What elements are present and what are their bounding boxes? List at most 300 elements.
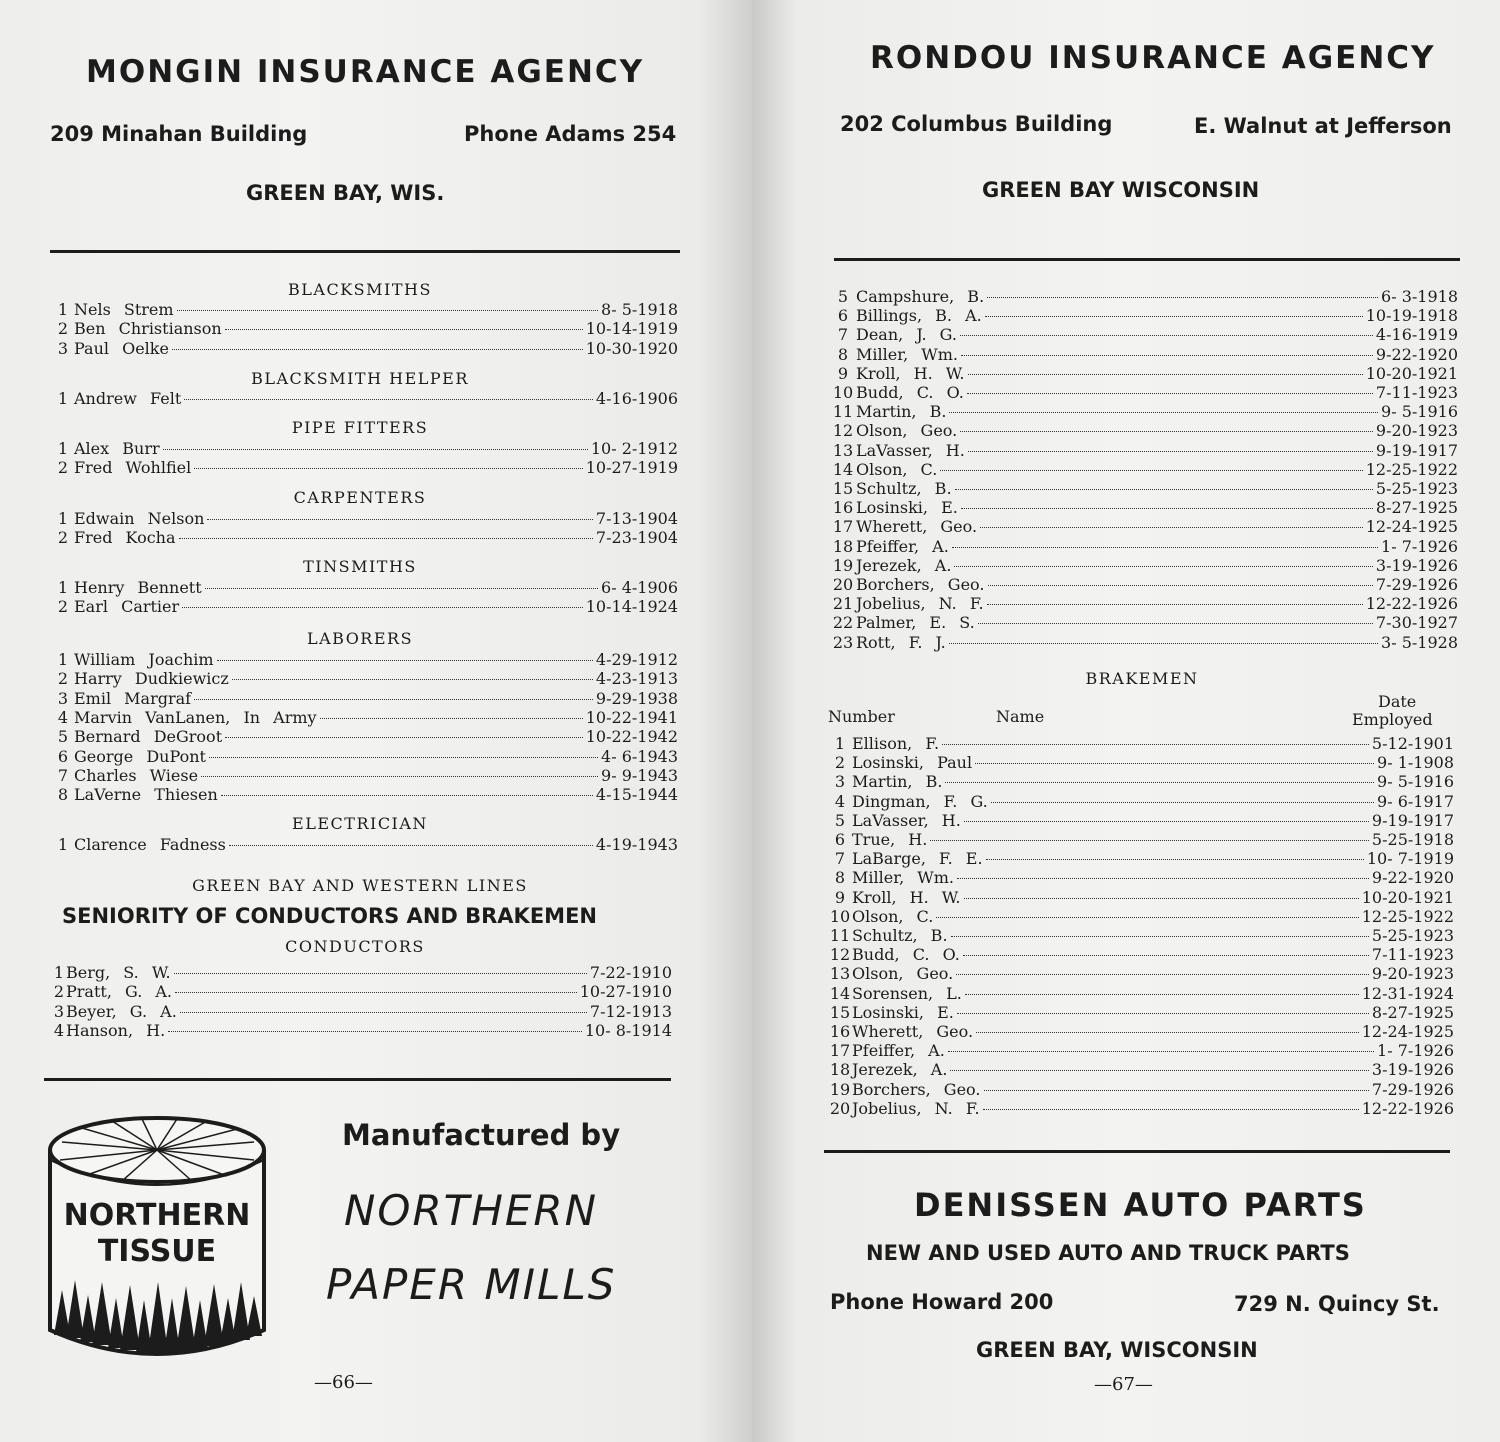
list-item <box>52 319 678 339</box>
entry-date: 7-11-1923 <box>1371 945 1454 965</box>
entry-number: 15 <box>832 479 854 498</box>
entry-number: 8 <box>837 344 849 364</box>
dot-leader <box>320 718 583 719</box>
entry-name: Rott, F. J. <box>856 632 946 652</box>
entry-number: 5 <box>57 727 69 747</box>
rondou-address: 202 Columbus Building <box>840 112 1113 136</box>
col-header-date: Date <box>1378 692 1417 711</box>
entry-name: Olson, C. <box>856 459 938 479</box>
tissue-brand-line2: TISSUE <box>97 1234 217 1269</box>
entry-name: Olson, Geo. <box>856 421 958 441</box>
entry-number: 6 <box>57 746 69 766</box>
rondou-location: E. Walnut at Jefferson <box>1194 114 1452 138</box>
dot-leader <box>217 660 593 661</box>
list-item <box>52 650 678 670</box>
mongin-address: 209 Minahan Building <box>50 122 308 146</box>
col-header-number: Number <box>828 707 895 726</box>
entry-number: 2 <box>834 753 846 773</box>
entry-date: 9- 6-1917 <box>1377 791 1454 811</box>
entry-name: Jobelius, N. F. <box>852 1098 980 1118</box>
list-item <box>52 747 678 767</box>
dot-leader <box>940 470 1362 471</box>
entry-name: Earl Cartier <box>74 597 180 617</box>
entry-date: 12-24-1925 <box>1365 517 1458 537</box>
dot-leader <box>967 393 1373 394</box>
entry-number: 7 <box>57 765 69 785</box>
dot-leader <box>955 489 1373 490</box>
dot-leader <box>957 1013 1369 1014</box>
entry-name: LaVasser, H. <box>852 810 961 830</box>
denissen-tagline: NEW AND USED AUTO AND TRUCK PARTS <box>866 1241 1350 1265</box>
dot-leader <box>960 335 1373 336</box>
entry-date: 8-27-1925 <box>1375 498 1458 518</box>
entry-name: Ben Christianson <box>74 319 222 339</box>
entry-date: 9-22-1920 <box>1375 344 1458 364</box>
mongin-phone: Phone Adams 254 <box>464 122 677 146</box>
entry-name: Ellison, F. <box>852 734 940 753</box>
dot-leader <box>174 973 587 974</box>
dot-leader <box>978 623 1373 624</box>
list-item <box>828 849 1454 869</box>
entry-name: Campshure, B. <box>856 287 985 306</box>
entry-date: 4-29-1912 <box>595 650 678 669</box>
dot-leader <box>980 527 1363 528</box>
entry-date: 10-22-1942 <box>585 727 678 747</box>
page-67 <box>752 0 1500 1442</box>
entry-number: 9 <box>834 887 846 907</box>
entry-name: Borchers, Geo. <box>852 1079 981 1099</box>
entry-name: Kroll, H. W. <box>852 887 961 907</box>
brakemen-heading: BRAKEMEN <box>1085 669 1199 688</box>
entry-name: Wherett, Geo. <box>856 517 978 537</box>
entry-number: 19 <box>829 1079 851 1099</box>
top-rule <box>50 250 680 253</box>
entry-name: Fred Wohlfiel <box>74 458 192 478</box>
dot-leader <box>961 355 1373 356</box>
entry-name: Schultz, B. <box>852 926 948 945</box>
list-item <box>830 594 1458 614</box>
entry-date: 10-20-1921 <box>1365 363 1458 383</box>
entry-date: 4-23-1913 <box>595 669 678 689</box>
tissue-brand-label <box>57 1198 257 1270</box>
dot-leader <box>956 974 1369 975</box>
list-item <box>52 389 678 409</box>
tissue-brand-line1: NORTHERN <box>63 1198 251 1233</box>
entry-name: Miller, Wm. <box>852 868 954 888</box>
list-item <box>828 1060 1454 1080</box>
entry-number: 6 <box>837 306 849 326</box>
list-item <box>828 811 1454 831</box>
entry-date: 7-30-1927 <box>1375 613 1458 633</box>
entry-number: 6 <box>834 830 846 849</box>
list-item <box>828 888 1454 908</box>
list-item <box>52 509 678 529</box>
list-item <box>828 1099 1454 1119</box>
section-heading: TINSMITHS <box>303 557 417 576</box>
dot-leader <box>965 994 1359 995</box>
entry-name: Dean, J. G. <box>856 325 957 345</box>
entry-number: 8 <box>834 868 846 888</box>
list-item <box>830 460 1458 480</box>
entry-name: Emil Margraf <box>74 688 192 708</box>
entry-number: 16 <box>832 498 854 518</box>
list-item <box>828 1080 1454 1100</box>
list-item <box>52 528 678 548</box>
entry-number: 21 <box>832 594 854 614</box>
dot-leader <box>954 566 1373 567</box>
entry-number: 3 <box>53 1001 65 1021</box>
list-item <box>52 597 678 617</box>
entry-number: 2 <box>57 669 69 689</box>
entry-number: 2 <box>57 597 69 617</box>
dot-leader <box>952 547 1378 548</box>
entry-name: William Joachim <box>74 650 214 669</box>
entry-name: Losinski, Paul <box>852 753 973 773</box>
list-item <box>828 964 1454 984</box>
entry-name: Clarence Fadness <box>74 835 226 854</box>
dot-leader <box>983 1109 1359 1110</box>
list-item <box>52 963 672 983</box>
dot-leader <box>987 297 1378 298</box>
entry-date: 7-11-1923 <box>1375 383 1458 402</box>
entry-name: Olson, Geo. <box>852 964 954 984</box>
entry-name: Bernard DeGroot <box>74 727 223 747</box>
dot-leader <box>949 643 1378 644</box>
list-item <box>830 537 1458 557</box>
entry-name: Sorensen, L. <box>852 983 962 1003</box>
dot-leader <box>163 449 588 450</box>
company-line2: PAPER MILLS <box>326 1260 617 1309</box>
list-item <box>52 300 678 320</box>
entry-name: Pfeiffer, A. <box>852 1041 945 1061</box>
dot-leader <box>182 607 583 608</box>
entry-date: 10- 7-1919 <box>1366 849 1454 869</box>
entry-number: 4 <box>834 791 846 811</box>
entry-name: Losinski, E. <box>852 1002 954 1022</box>
ad-rule <box>44 1078 671 1081</box>
list-item <box>828 772 1454 792</box>
dot-leader <box>229 845 593 846</box>
entry-date: 3- 5-1928 <box>1381 632 1458 652</box>
list-item <box>830 421 1458 441</box>
entry-name: Pratt, G. A. <box>66 982 173 1002</box>
section-heading: BLACKSMITH HELPER <box>251 369 469 388</box>
entry-date: 6- 4-1906 <box>601 578 678 597</box>
list-item <box>828 1022 1454 1042</box>
list-item <box>52 1002 672 1022</box>
dot-leader <box>964 898 1359 899</box>
entry-date: 7-22-1910 <box>589 963 672 982</box>
entry-date: 9- 5-1916 <box>1377 772 1454 792</box>
list-item <box>828 830 1454 850</box>
dot-leader <box>179 538 593 539</box>
entry-date: 10- 2-1912 <box>590 439 678 458</box>
entry-name: Billings, B. A. <box>856 306 982 326</box>
section-heading: ELECTRICIAN <box>292 814 428 833</box>
entry-number: 14 <box>829 983 851 1003</box>
denissen-city: GREEN BAY, WISCONSIN <box>976 1338 1258 1362</box>
entry-number: 17 <box>832 517 854 537</box>
rondou-title: RONDOU INSURANCE AGENCY <box>870 40 1436 76</box>
denissen-phone: Phone Howard 200 <box>830 1290 1054 1314</box>
section-heading: LABORERS <box>306 629 414 648</box>
dot-leader <box>991 802 1374 803</box>
section-heading: BLACKSMITHS <box>288 280 432 299</box>
entry-date: 5-12-1901 <box>1371 734 1454 753</box>
dot-leader <box>936 917 1358 918</box>
entry-number: 1 <box>834 734 846 753</box>
entry-number: 9 <box>837 363 849 383</box>
dot-leader <box>961 508 1373 509</box>
entry-date: 12-22-1926 <box>1365 594 1458 614</box>
entry-name: Beyer, G. A. <box>66 1001 177 1021</box>
list-item <box>52 669 678 689</box>
entry-date: 8- 5-1918 <box>601 300 678 319</box>
list-item <box>828 868 1454 888</box>
entry-name: Schultz, B. <box>856 479 952 498</box>
entry-date: 4-16-1906 <box>595 389 678 408</box>
dot-leader <box>201 776 598 777</box>
entry-number: 1 <box>57 389 69 408</box>
entry-number: 17 <box>829 1041 851 1061</box>
entry-number: 7 <box>834 849 846 869</box>
dot-leader <box>987 604 1363 605</box>
entry-name: Jerezek, A. <box>852 1060 948 1080</box>
entry-date: 10-14-1924 <box>585 597 678 617</box>
dot-leader <box>172 349 583 350</box>
entry-number: 3 <box>57 338 69 358</box>
lines-heading: GREEN BAY AND WESTERN LINES <box>192 876 528 895</box>
list-item <box>830 325 1458 345</box>
dot-leader <box>950 1070 1369 1071</box>
entry-name: Jobelius, N. F. <box>856 594 984 614</box>
list-item <box>828 1041 1454 1061</box>
dot-leader <box>957 878 1369 879</box>
entry-number: 16 <box>829 1022 851 1041</box>
entry-name: Miller, Wm. <box>856 344 958 364</box>
dot-leader <box>968 374 1363 375</box>
dot-leader <box>175 992 577 993</box>
dot-leader <box>984 1090 1369 1091</box>
top-rule-right <box>834 258 1460 261</box>
entry-number: 18 <box>832 536 854 556</box>
company-line1: NORTHERN <box>344 1186 599 1235</box>
dot-leader <box>960 431 1373 432</box>
list-item <box>828 907 1454 927</box>
dot-leader <box>168 1031 582 1032</box>
dot-leader <box>205 588 598 589</box>
entry-date: 9-22-1920 <box>1371 868 1454 888</box>
list-item <box>830 556 1458 576</box>
list-item <box>830 575 1458 595</box>
entry-number: 20 <box>829 1098 851 1118</box>
dot-leader <box>177 310 598 311</box>
list-item <box>830 498 1458 518</box>
list-item <box>828 753 1454 773</box>
dot-leader <box>225 737 583 738</box>
list-item <box>828 1003 1454 1023</box>
entry-name: Edwain Nelson <box>74 509 205 528</box>
list-item <box>830 345 1458 365</box>
entry-date: 10-22-1941 <box>585 707 678 727</box>
entry-number: 10 <box>829 906 851 926</box>
entry-number: 11 <box>829 926 851 945</box>
dot-leader <box>221 795 593 796</box>
entry-name: Hanson, H. <box>66 1020 166 1040</box>
entry-number: 5 <box>834 810 846 830</box>
section-heading: CARPENTERS <box>293 488 427 507</box>
entry-name: Borchers, Geo. <box>856 575 985 594</box>
entry-date: 10-14-1919 <box>585 319 678 339</box>
entry-number: 18 <box>829 1060 851 1080</box>
entry-date: 7-13-1904 <box>595 509 678 528</box>
list-item <box>830 613 1458 633</box>
list-item <box>52 835 678 855</box>
entry-number: 14 <box>832 459 854 479</box>
entry-date: 10-27-1910 <box>579 982 672 1002</box>
entry-date: 12-31-1924 <box>1361 983 1454 1003</box>
dot-leader <box>225 329 583 330</box>
list-item <box>52 708 678 728</box>
entry-number: 3 <box>834 772 846 792</box>
list-item <box>52 1021 672 1041</box>
entry-date: 6- 3-1918 <box>1381 287 1458 306</box>
dot-leader <box>194 468 583 469</box>
entry-number: 15 <box>829 1002 851 1022</box>
denissen-address: 729 N. Quincy St. <box>1234 1292 1440 1316</box>
dot-leader <box>986 859 1364 860</box>
entry-number: 2 <box>57 319 69 339</box>
entry-number: 22 <box>832 613 854 633</box>
list-item <box>828 926 1454 946</box>
page-number-67: —67— <box>1094 1374 1153 1395</box>
entry-name: Martin, B. <box>852 772 943 792</box>
entry-number: 12 <box>829 945 851 965</box>
entry-date: 9- 1-1908 <box>1377 753 1454 773</box>
dot-leader <box>951 936 1369 937</box>
entry-name: Marvin VanLanen, In Army <box>74 707 317 727</box>
entry-number: 2 <box>57 458 69 478</box>
section-heading: PIPE FITTERS <box>291 418 429 437</box>
list-item <box>830 441 1458 461</box>
entry-date: 10-30-1920 <box>585 338 678 358</box>
entry-date: 10-20-1921 <box>1361 887 1454 907</box>
entry-number: 1 <box>57 439 69 458</box>
list-item <box>830 402 1458 422</box>
entry-name: Losinski, E. <box>856 498 958 518</box>
entry-number: 7 <box>837 325 849 345</box>
list-item <box>52 727 678 747</box>
entry-number: 8 <box>57 785 69 805</box>
entry-date: 8-27-1925 <box>1371 1002 1454 1022</box>
list-item <box>830 287 1458 307</box>
entry-name: Jerezek, A. <box>856 555 952 575</box>
entry-date: 4-16-1919 <box>1375 325 1458 345</box>
list-item <box>52 785 678 805</box>
entry-name: Henry Bennett <box>74 578 202 597</box>
dot-leader <box>930 840 1369 841</box>
entry-date: 1- 7-1926 <box>1381 536 1458 556</box>
list-item <box>52 339 678 359</box>
col-header-name: Name <box>996 707 1045 726</box>
entry-number: 1 <box>57 835 69 854</box>
list-item <box>52 458 678 478</box>
list-item <box>830 517 1458 537</box>
entry-number: 13 <box>829 964 851 984</box>
entry-number: 2 <box>57 528 69 548</box>
entry-number: 20 <box>832 575 854 594</box>
ad-rule-right <box>824 1150 1450 1153</box>
entry-number: 5 <box>837 287 849 306</box>
entry-name: Charles Wiese <box>74 765 199 785</box>
list-item <box>830 633 1458 653</box>
dot-leader <box>194 699 593 700</box>
entry-name: Budd, C. O. <box>856 383 964 402</box>
dot-leader <box>988 585 1373 586</box>
entry-date: 9- 9-1943 <box>601 765 678 785</box>
entry-number: 13 <box>832 440 854 460</box>
entry-number: 4 <box>53 1020 65 1040</box>
entry-date: 1- 7-1926 <box>1377 1041 1454 1061</box>
dot-leader <box>209 757 598 758</box>
entry-name: Berg, S. W. <box>66 963 171 982</box>
entry-number: 2 <box>53 982 65 1002</box>
entry-date: 9-19-1917 <box>1375 440 1458 460</box>
entry-date: 4- 6-1943 <box>601 746 678 766</box>
entry-date: 9-20-1923 <box>1371 964 1454 984</box>
entry-date: 9- 5-1916 <box>1381 402 1458 422</box>
entry-name: LaVasser, H. <box>856 440 965 460</box>
entry-number: 3 <box>57 688 69 708</box>
list-item <box>828 792 1454 812</box>
entry-name: True, H. <box>852 830 928 849</box>
entry-number: 4 <box>57 707 69 727</box>
list-item <box>52 578 678 598</box>
entry-number: 23 <box>832 632 854 652</box>
dot-leader <box>945 782 1374 783</box>
entry-name: Alex Burr <box>74 439 160 458</box>
seniority-heading: SENIORITY OF CONDUCTORS AND BRAKEMEN <box>62 904 597 928</box>
entry-name: Martin, B. <box>856 402 947 422</box>
dot-leader <box>232 679 593 680</box>
mongin-city: GREEN BAY, WIS. <box>246 181 445 205</box>
entry-date: 12-25-1922 <box>1361 906 1454 926</box>
entry-date: 4-19-1943 <box>595 835 678 854</box>
entry-date: 10- 8-1914 <box>584 1020 672 1040</box>
entry-name: Harry Dudkiewicz <box>74 669 229 689</box>
entry-date: 12-22-1926 <box>1361 1098 1454 1118</box>
list-item <box>52 689 678 709</box>
dot-leader <box>180 1012 587 1013</box>
entry-name: Wherett, Geo. <box>852 1022 974 1041</box>
entry-date: 7-29-1926 <box>1375 575 1458 594</box>
entry-name: Dingman, F. G. <box>852 791 988 811</box>
entry-number: 11 <box>832 402 854 422</box>
entry-date: 7-29-1926 <box>1371 1079 1454 1099</box>
rondou-city: GREEN BAY WISCONSIN <box>982 178 1260 202</box>
entry-date: 9-20-1923 <box>1375 421 1458 441</box>
entry-number: 1 <box>53 963 65 982</box>
entry-date: 7-23-1904 <box>595 528 678 548</box>
entry-date: 7-12-1913 <box>589 1001 672 1021</box>
col-header-employed: Employed <box>1352 710 1433 729</box>
list-item <box>52 766 678 786</box>
dot-leader <box>963 955 1369 956</box>
list-item <box>828 945 1454 965</box>
entry-name: Pfeiffer, A. <box>856 536 949 556</box>
entry-date: 9-19-1917 <box>1371 810 1454 830</box>
dot-leader <box>942 744 1369 745</box>
